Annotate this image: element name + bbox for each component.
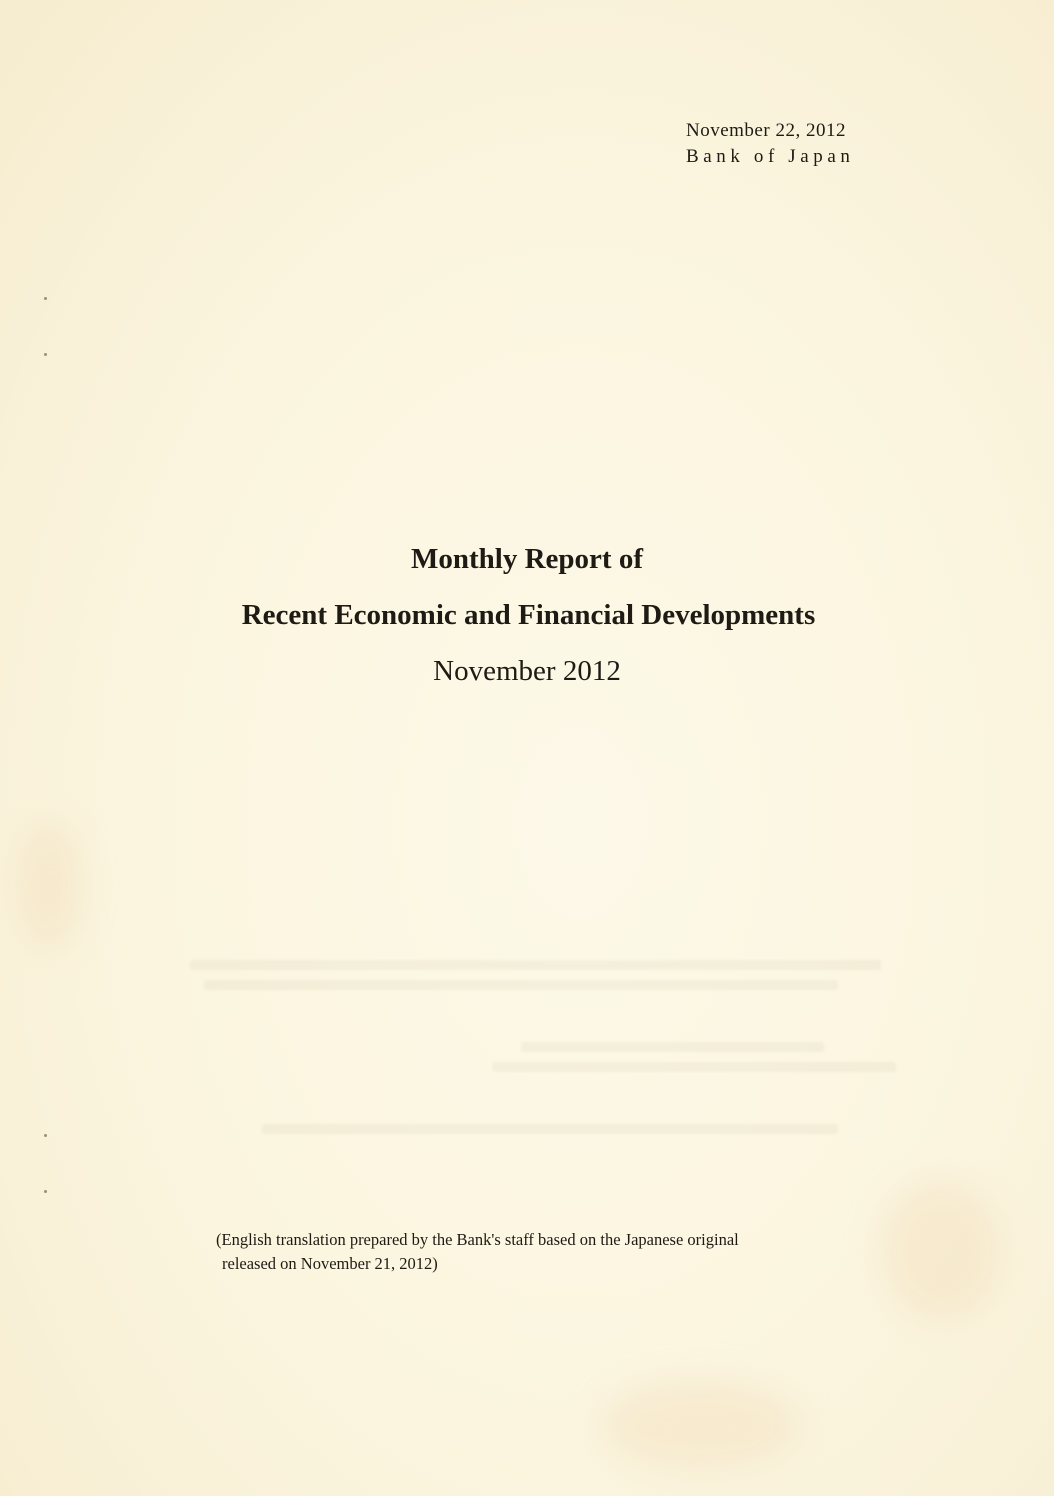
reverse-side-bleed-through [190,950,910,1144]
binding-hole-mark [44,297,47,300]
report-title [0,535,1054,695]
translation-note [216,1228,936,1276]
paper-stain [600,1380,800,1470]
binding-hole-mark [44,1134,47,1137]
translation-note-line-1: (English translation prepared by the Bank's staff based on the Japanese original [216,1230,739,1249]
translation-note-line-2: released on November 21, 2012) [222,1254,438,1273]
title-line-3: November 2012 [433,655,621,687]
binding-hole-mark [44,1190,47,1193]
document-header [686,118,926,170]
publication-date: November 22, 2012 [686,120,846,141]
binding-hole-mark [44,353,47,356]
title-line-1: Monthly Report of [411,543,643,575]
organization-name: Bank of Japan [686,146,855,167]
title-line-2: Recent Economic and Financial Developments [241,599,816,631]
paper-stain [20,820,80,950]
